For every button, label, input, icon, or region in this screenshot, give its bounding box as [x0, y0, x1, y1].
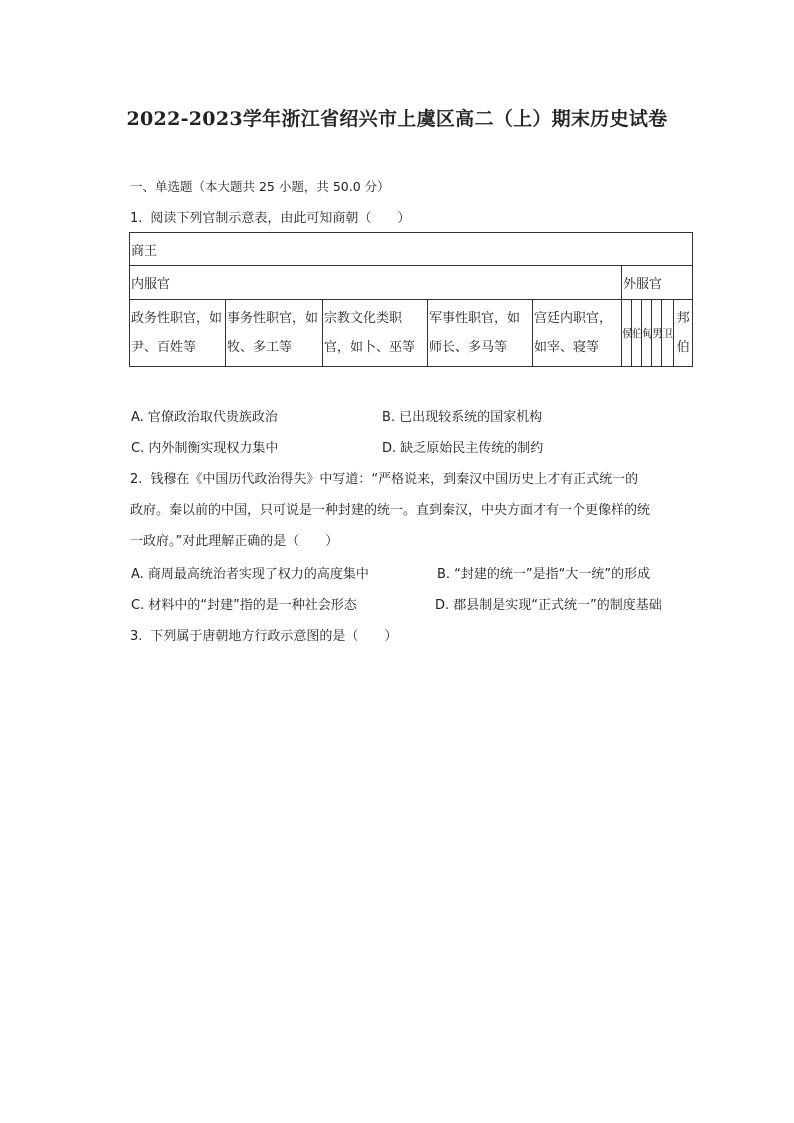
question-2-stem-line-1 — [130, 468, 638, 487]
table-cell-narrow: 卫 — [662, 300, 674, 367]
option-b: B. 已出现较系统的国家机构 — [382, 410, 543, 425]
question-text: 钱穆在《中国历代政治得失》中写道：“严格说来，到秦汉中国历史上才有正式统一的 — [150, 472, 639, 487]
table-cell-narrow: 甸 — [642, 300, 652, 367]
table-cell-narrow: 侯 — [622, 300, 632, 367]
question-number: 1. — [130, 211, 143, 226]
question-2-stem-line-2: 政府。秦以前的中国，只可说是一种封建的统一。直到秦汉，中央方面才有一个更像样的统 — [130, 503, 651, 518]
table-cell-king: 商王 — [130, 233, 693, 266]
option-a: A. 商周最高统治者实现了权力的高度集中 — [131, 567, 369, 582]
table-cell: 宫廷内职官，如宰、寝等 — [533, 300, 622, 367]
question-1-stem — [130, 207, 410, 226]
page-title: 2022-2023学年浙江省绍兴市上虞区高二（上）期末历史试卷 — [126, 108, 668, 130]
option-b: B. “封建的统一”是指“大一统”的形成 — [437, 567, 651, 582]
table-cell: 军事性职官，如师长、多马等 — [428, 300, 533, 367]
table-cell-narrow: 男 — [652, 300, 662, 367]
question-number: 2. — [130, 472, 143, 487]
option-a: A. 官僚政治取代贵族政治 — [131, 410, 278, 425]
option-c: C. 材料中的“封建”指的是一种社会形态 — [131, 598, 357, 613]
section-heading: 一、单选题（本大题共 25 小题，共 50.0 分） — [130, 179, 390, 194]
question-text: 阅读下列官制示意表，由此可知商朝（ ） — [150, 211, 411, 226]
table-cell-inner-officials: 内服官 — [130, 266, 622, 300]
table-cell-narrow: 邦伯 — [674, 300, 693, 367]
question-2-stem-line-3: 一政府。”对此理解正确的是（ ） — [130, 534, 339, 549]
question-number: 3. — [130, 629, 143, 644]
question-3-stem — [130, 625, 397, 644]
table-cell: 事务性职官，如牧、多工等 — [226, 300, 323, 367]
table-cell-narrow: 伯 — [632, 300, 642, 367]
option-d: D. 缺乏原始民主传统的制约 — [382, 441, 544, 456]
option-c: C. 内外制衡实现权力集中 — [131, 441, 279, 456]
table-cell: 政务性职官，如尹、百姓等 — [130, 300, 226, 367]
table-cell: 宗教文化类职官，如卜、巫等 — [323, 300, 428, 367]
table-cell-outer-officials: 外服官 — [622, 266, 693, 300]
option-d: D. 郡县制是实现“正式统一”的制度基础 — [435, 598, 662, 613]
question-text: 下列属于唐朝地方行政示意图的是（ ） — [150, 629, 398, 644]
official-system-table — [129, 232, 693, 367]
